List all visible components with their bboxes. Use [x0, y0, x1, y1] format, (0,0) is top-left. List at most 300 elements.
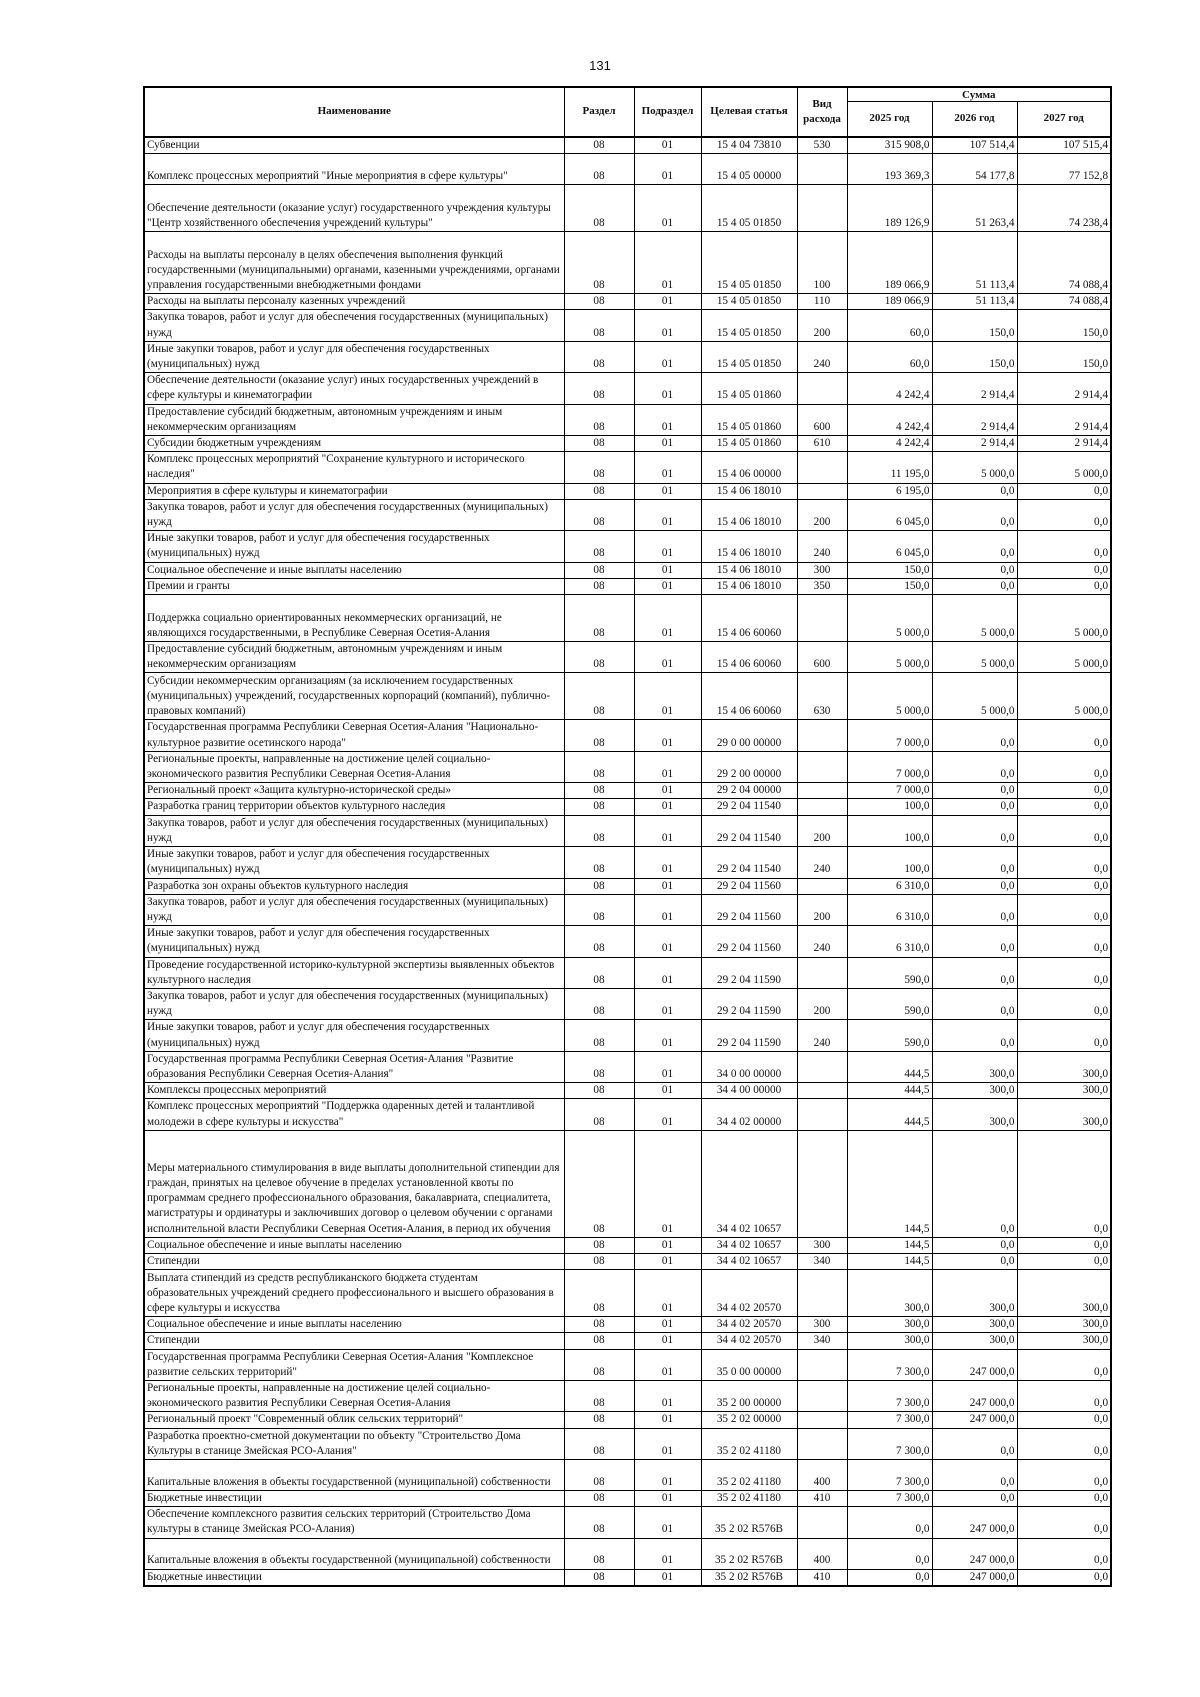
cell-section: 08 — [564, 847, 634, 878]
cell-2026: 0,0 — [932, 499, 1017, 530]
cell-expense-type — [797, 1349, 847, 1380]
cell-subsection: 01 — [634, 1490, 701, 1506]
cell-section: 08 — [564, 232, 634, 294]
cell-name: Мероприятия в сфере культуры и кинематографии — [144, 483, 564, 499]
cell-subsection: 01 — [634, 452, 701, 483]
cell-2026: 247 000,0 — [932, 1507, 1017, 1538]
cell-expense-type — [797, 1380, 847, 1411]
table-row — [144, 1099, 1111, 1130]
cell-expense-type — [797, 751, 847, 782]
cell-target: 15 4 04 73810 — [701, 137, 797, 154]
cell-target: 15 4 06 18010 — [701, 499, 797, 530]
cell-section: 08 — [564, 341, 634, 372]
table-row — [144, 137, 1111, 154]
table-row — [144, 1333, 1111, 1349]
cell-2025: 7 000,0 — [847, 783, 932, 799]
cell-target: 35 2 02 00000 — [701, 1412, 797, 1428]
cell-target: 15 4 05 01860 — [701, 436, 797, 452]
cell-expense-type — [797, 1428, 847, 1459]
cell-2026: 150,0 — [932, 341, 1017, 372]
cell-2026: 300,0 — [932, 1051, 1017, 1082]
cell-name: Комплекс процессных мероприятий "Иные мероприятия в сфере культуры" — [144, 154, 564, 185]
cell-target: 15 4 06 18010 — [701, 578, 797, 594]
cell-expense-type — [797, 799, 847, 815]
cell-target: 15 4 06 18010 — [701, 562, 797, 578]
cell-2027: 0,0 — [1017, 1380, 1111, 1411]
cell-2026: 0,0 — [932, 894, 1017, 925]
cell-target: 29 2 04 11540 — [701, 799, 797, 815]
cell-expense-type: 200 — [797, 894, 847, 925]
cell-2025: 444,5 — [847, 1051, 932, 1082]
table-row — [144, 1490, 1111, 1506]
table-row — [144, 1253, 1111, 1269]
cell-2025: 189 066,9 — [847, 294, 932, 310]
cell-name: Региональные проекты, направленные на достижение целей социально-экономического развития Республики Северная Осетия-Алания — [144, 1380, 564, 1411]
cell-name: Комплексы процессных мероприятий — [144, 1083, 564, 1099]
cell-section: 08 — [564, 1538, 634, 1569]
table-row — [144, 815, 1111, 846]
cell-section: 08 — [564, 1253, 634, 1269]
cell-2026: 0,0 — [932, 799, 1017, 815]
cell-2026: 150,0 — [932, 310, 1017, 341]
cell-2027: 0,0 — [1017, 988, 1111, 1019]
cell-expense-type: 100 — [797, 232, 847, 294]
cell-2026: 0,0 — [932, 562, 1017, 578]
cell-2025: 7 300,0 — [847, 1459, 932, 1490]
budget-table — [143, 86, 1112, 1587]
cell-target: 35 2 00 00000 — [701, 1380, 797, 1411]
cell-subsection: 01 — [634, 815, 701, 846]
cell-section: 08 — [564, 1428, 634, 1459]
cell-2026: 51 113,4 — [932, 232, 1017, 294]
cell-section: 08 — [564, 373, 634, 404]
table-row — [144, 799, 1111, 815]
cell-subsection: 01 — [634, 562, 701, 578]
cell-subsection: 01 — [634, 1380, 701, 1411]
cell-2027: 2 914,4 — [1017, 404, 1111, 435]
cell-subsection: 01 — [634, 436, 701, 452]
cell-subsection: 01 — [634, 1569, 701, 1586]
cell-2025: 6 045,0 — [847, 499, 932, 530]
cell-name: Стипендии — [144, 1253, 564, 1269]
table-row — [144, 720, 1111, 751]
cell-2027: 0,0 — [1017, 720, 1111, 751]
cell-subsection: 01 — [634, 154, 701, 185]
cell-target: 35 0 00 00000 — [701, 1349, 797, 1380]
cell-expense-type: 600 — [797, 642, 847, 673]
cell-subsection: 01 — [634, 595, 701, 642]
cell-2025: 300,0 — [847, 1270, 932, 1317]
table-row — [144, 1020, 1111, 1051]
cell-target: 29 2 04 11540 — [701, 847, 797, 878]
table-row — [144, 1317, 1111, 1333]
cell-expense-type — [797, 483, 847, 499]
table-row — [144, 847, 1111, 878]
cell-section: 08 — [564, 452, 634, 483]
cell-2026: 0,0 — [932, 878, 1017, 894]
cell-2027: 0,0 — [1017, 1428, 1111, 1459]
cell-name: Обеспечение деятельности (оказание услуг) иных государственных учреждений в сфере культуры и кинематографии — [144, 373, 564, 404]
cell-name: Социальное обеспечение и иные выплаты населению — [144, 1317, 564, 1333]
cell-2027: 77 152,8 — [1017, 154, 1111, 185]
cell-2025: 7 300,0 — [847, 1428, 932, 1459]
cell-section: 08 — [564, 783, 634, 799]
cell-name: Комплекс процессных мероприятий "Сохранение культурного и исторического наследия" — [144, 452, 564, 483]
cell-2027: 0,0 — [1017, 1459, 1111, 1490]
cell-2025: 7 000,0 — [847, 720, 932, 751]
table-row — [144, 185, 1111, 232]
cell-2025: 4 242,4 — [847, 436, 932, 452]
cell-subsection: 01 — [634, 310, 701, 341]
cell-name: Поддержка социально ориентированных некоммерческих организаций, не являющихся государственными, в Республике Северная Осетия-Алания — [144, 595, 564, 642]
cell-section: 08 — [564, 185, 634, 232]
cell-expense-type — [797, 595, 847, 642]
cell-2025: 100,0 — [847, 815, 932, 846]
cell-target: 15 4 05 01860 — [701, 404, 797, 435]
cell-2025: 7 300,0 — [847, 1412, 932, 1428]
cell-subsection: 01 — [634, 957, 701, 988]
cell-expense-type: 350 — [797, 578, 847, 594]
cell-target: 15 4 06 00000 — [701, 452, 797, 483]
cell-2027: 0,0 — [1017, 1507, 1111, 1538]
cell-name: Предоставление субсидий бюджетным, автономным учреждениям и иным некоммерческим организациям — [144, 642, 564, 673]
cell-target: 35 2 02 R576B — [701, 1569, 797, 1586]
cell-subsection: 01 — [634, 185, 701, 232]
cell-section: 08 — [564, 1459, 634, 1490]
cell-section: 08 — [564, 751, 634, 782]
cell-2027: 0,0 — [1017, 878, 1111, 894]
cell-section: 08 — [564, 1380, 634, 1411]
cell-expense-type — [797, 720, 847, 751]
cell-expense-type: 530 — [797, 137, 847, 154]
cell-2025: 4 242,4 — [847, 404, 932, 435]
cell-2025: 60,0 — [847, 310, 932, 341]
cell-subsection: 01 — [634, 720, 701, 751]
cell-section: 08 — [564, 642, 634, 673]
cell-2025: 300,0 — [847, 1333, 932, 1349]
cell-expense-type — [797, 373, 847, 404]
cell-target: 34 0 00 00000 — [701, 1051, 797, 1082]
cell-expense-type — [797, 783, 847, 799]
header-subsection: Подраздел — [634, 87, 701, 137]
cell-section: 08 — [564, 595, 634, 642]
cell-expense-type: 200 — [797, 988, 847, 1019]
header-name: Наименование — [144, 87, 564, 137]
cell-2026: 247 000,0 — [932, 1380, 1017, 1411]
cell-2025: 144,5 — [847, 1237, 932, 1253]
cell-name: Разработка зон охраны объектов культурного наследия — [144, 878, 564, 894]
cell-2026: 247 000,0 — [932, 1349, 1017, 1380]
cell-2027: 0,0 — [1017, 957, 1111, 988]
cell-name: Социальное обеспечение и иные выплаты населению — [144, 1237, 564, 1253]
table-row — [144, 1428, 1111, 1459]
cell-2026: 0,0 — [932, 483, 1017, 499]
table-header — [144, 87, 1111, 137]
cell-2025: 5 000,0 — [847, 673, 932, 720]
cell-expense-type: 600 — [797, 404, 847, 435]
table-row — [144, 1507, 1111, 1538]
cell-2026: 0,0 — [932, 783, 1017, 799]
cell-subsection: 01 — [634, 373, 701, 404]
cell-2025: 7 000,0 — [847, 751, 932, 782]
cell-section: 08 — [564, 531, 634, 562]
cell-2025: 189 126,9 — [847, 185, 932, 232]
cell-expense-type: 630 — [797, 673, 847, 720]
cell-expense-type — [797, 154, 847, 185]
cell-name: Меры материального стимулирования в виде выплаты дополнительной стипендии для граждан, принятых на целевое обучение в пределах установленной квоты по программам среднего профессионального образования, бакалавриата, специалитета, магистратуры и ординатуры и заключивших договор о целевом обучении с органами исполнительной власти Республики Северная Осетия-Алания, в период их обучения — [144, 1130, 564, 1237]
cell-name: Региональный проект "Современный облик сельских территорий" — [144, 1412, 564, 1428]
cell-name: Иные закупки товаров, работ и услуг для обеспечения государственных (муниципальных) нужд — [144, 926, 564, 957]
cell-name: Закупка товаров, работ и услуг для обеспечения государственных (муниципальных) нужд — [144, 499, 564, 530]
cell-name: Региональные проекты, направленные на достижение целей социально-экономического развития Республики Северная Осетия-Алания — [144, 751, 564, 782]
cell-target: 15 4 05 01850 — [701, 310, 797, 341]
cell-2026: 0,0 — [932, 1428, 1017, 1459]
cell-name: Капитальные вложения в объекты государственной (муниципальной) собственности — [144, 1538, 564, 1569]
cell-subsection: 01 — [634, 1237, 701, 1253]
cell-2025: 7 300,0 — [847, 1349, 932, 1380]
cell-expense-type: 300 — [797, 1237, 847, 1253]
cell-2027: 0,0 — [1017, 1490, 1111, 1506]
cell-section: 08 — [564, 483, 634, 499]
cell-target: 29 2 04 11590 — [701, 988, 797, 1019]
cell-expense-type — [797, 1507, 847, 1538]
cell-target: 15 4 06 60060 — [701, 595, 797, 642]
cell-2027: 150,0 — [1017, 310, 1111, 341]
cell-subsection: 01 — [634, 1317, 701, 1333]
cell-name: Обеспечение комплексного развития сельских территорий (Строительство Дома культуры в станице Змейская РСО-Алания) — [144, 1507, 564, 1538]
cell-subsection: 01 — [634, 404, 701, 435]
cell-target: 29 2 00 00000 — [701, 751, 797, 782]
cell-name: Расходы на выплаты персоналу казенных учреждений — [144, 294, 564, 310]
table-row — [144, 1412, 1111, 1428]
table-row — [144, 1569, 1111, 1586]
cell-expense-type: 300 — [797, 562, 847, 578]
cell-section: 08 — [564, 436, 634, 452]
cell-2027: 0,0 — [1017, 578, 1111, 594]
cell-section: 08 — [564, 926, 634, 957]
cell-2025: 6 045,0 — [847, 531, 932, 562]
cell-section: 08 — [564, 1490, 634, 1506]
table-row — [144, 310, 1111, 341]
cell-2026: 5 000,0 — [932, 673, 1017, 720]
cell-2027: 5 000,0 — [1017, 642, 1111, 673]
cell-name: Комплекс процессных мероприятий "Поддержка одаренных детей и талантливой молодежи в сфере культуры и искусства" — [144, 1099, 564, 1130]
cell-target: 34 4 02 00000 — [701, 1099, 797, 1130]
cell-expense-type: 240 — [797, 1020, 847, 1051]
cell-expense-type: 410 — [797, 1490, 847, 1506]
cell-expense-type: 410 — [797, 1569, 847, 1586]
cell-2025: 300,0 — [847, 1317, 932, 1333]
cell-expense-type: 200 — [797, 310, 847, 341]
cell-2027: 2 914,4 — [1017, 436, 1111, 452]
cell-name: Разработка проектно-сметной документации по объекту "Строительство Дома Культуры в станице Змейская РСО-Алания" — [144, 1428, 564, 1459]
table-row — [144, 957, 1111, 988]
cell-2026: 2 914,4 — [932, 404, 1017, 435]
cell-2027: 0,0 — [1017, 1020, 1111, 1051]
cell-2026: 0,0 — [932, 1020, 1017, 1051]
cell-section: 08 — [564, 562, 634, 578]
cell-2027: 5 000,0 — [1017, 452, 1111, 483]
cell-2027: 0,0 — [1017, 1538, 1111, 1569]
cell-subsection: 01 — [634, 799, 701, 815]
table-row — [144, 1270, 1111, 1317]
cell-subsection: 01 — [634, 783, 701, 799]
cell-subsection: 01 — [634, 531, 701, 562]
cell-target: 15 4 05 01850 — [701, 185, 797, 232]
cell-section: 08 — [564, 957, 634, 988]
cell-2026: 0,0 — [932, 957, 1017, 988]
cell-2025: 150,0 — [847, 578, 932, 594]
cell-target: 29 2 04 11590 — [701, 957, 797, 988]
cell-section: 08 — [564, 1051, 634, 1082]
cell-section: 08 — [564, 1412, 634, 1428]
cell-2026: 0,0 — [932, 988, 1017, 1019]
cell-2026: 300,0 — [932, 1099, 1017, 1130]
cell-expense-type: 340 — [797, 1333, 847, 1349]
cell-name: Иные закупки товаров, работ и услуг для обеспечения государственных (муниципальных) нужд — [144, 1020, 564, 1051]
cell-section: 08 — [564, 894, 634, 925]
cell-subsection: 01 — [634, 1538, 701, 1569]
cell-section: 08 — [564, 137, 634, 154]
cell-target: 35 2 02 41180 — [701, 1428, 797, 1459]
cell-subsection: 01 — [634, 847, 701, 878]
cell-2025: 144,5 — [847, 1130, 932, 1237]
cell-subsection: 01 — [634, 1020, 701, 1051]
cell-subsection: 01 — [634, 483, 701, 499]
cell-name: Разработка границ территории объектов культурного наследия — [144, 799, 564, 815]
cell-subsection: 01 — [634, 1459, 701, 1490]
cell-subsection: 01 — [634, 894, 701, 925]
table-row — [144, 562, 1111, 578]
cell-2026: 300,0 — [932, 1083, 1017, 1099]
table-row — [144, 595, 1111, 642]
cell-section: 08 — [564, 988, 634, 1019]
cell-target: 15 4 05 01860 — [701, 373, 797, 404]
cell-2026: 247 000,0 — [932, 1569, 1017, 1586]
cell-expense-type — [797, 452, 847, 483]
table-row — [144, 531, 1111, 562]
cell-target: 34 4 02 20570 — [701, 1270, 797, 1317]
cell-target: 15 4 05 00000 — [701, 154, 797, 185]
cell-2026: 247 000,0 — [932, 1412, 1017, 1428]
cell-section: 08 — [564, 499, 634, 530]
cell-2026: 51 263,4 — [932, 185, 1017, 232]
cell-2026: 5 000,0 — [932, 642, 1017, 673]
cell-2027: 0,0 — [1017, 799, 1111, 815]
cell-2025: 590,0 — [847, 988, 932, 1019]
cell-name: Проведение государственной историко-культурной экспертизы выявленных объектов культурного наследия — [144, 957, 564, 988]
table-row — [144, 988, 1111, 1019]
cell-name: Предоставление субсидий бюджетным, автономным учреждениям и иным некоммерческим организациям — [144, 404, 564, 435]
cell-2027: 300,0 — [1017, 1099, 1111, 1130]
cell-name: Иные закупки товаров, работ и услуг для обеспечения государственных (муниципальных) нужд — [144, 847, 564, 878]
cell-target: 34 4 02 20570 — [701, 1333, 797, 1349]
cell-2027: 0,0 — [1017, 926, 1111, 957]
table-row — [144, 341, 1111, 372]
cell-2026: 51 113,4 — [932, 294, 1017, 310]
cell-2027: 2 914,4 — [1017, 373, 1111, 404]
cell-subsection: 01 — [634, 137, 701, 154]
cell-section: 08 — [564, 799, 634, 815]
cell-subsection: 01 — [634, 1253, 701, 1269]
cell-section: 08 — [564, 294, 634, 310]
cell-expense-type: 400 — [797, 1538, 847, 1569]
table-row — [144, 1237, 1111, 1253]
cell-2027: 300,0 — [1017, 1051, 1111, 1082]
cell-target: 35 2 02 R576B — [701, 1507, 797, 1538]
cell-2025: 315 908,0 — [847, 137, 932, 154]
table-row — [144, 926, 1111, 957]
cell-target: 34 4 02 10657 — [701, 1237, 797, 1253]
cell-section: 08 — [564, 1270, 634, 1317]
cell-2025: 4 242,4 — [847, 373, 932, 404]
cell-name: Субсидии некоммерческим организациям (за исключением государственных (муниципальных) учреждений, государственных корпораций (компаний), публично-правовых компаний) — [144, 673, 564, 720]
cell-2027: 0,0 — [1017, 1130, 1111, 1237]
cell-target: 15 4 05 01850 — [701, 232, 797, 294]
table-row — [144, 1459, 1111, 1490]
cell-2027: 107 515,4 — [1017, 137, 1111, 154]
cell-name: Премии и гранты — [144, 578, 564, 594]
cell-section: 08 — [564, 878, 634, 894]
cell-section: 08 — [564, 1333, 634, 1349]
page-number: 131 — [589, 58, 611, 73]
cell-name: Субвенции — [144, 137, 564, 154]
cell-2027: 0,0 — [1017, 531, 1111, 562]
cell-target: 15 4 06 60060 — [701, 673, 797, 720]
table-row — [144, 154, 1111, 185]
cell-section: 08 — [564, 1237, 634, 1253]
cell-2026: 5 000,0 — [932, 595, 1017, 642]
cell-target: 35 2 02 41180 — [701, 1490, 797, 1506]
cell-2027: 0,0 — [1017, 1349, 1111, 1380]
cell-2027: 150,0 — [1017, 341, 1111, 372]
cell-subsection: 01 — [634, 1270, 701, 1317]
cell-section: 08 — [564, 578, 634, 594]
header-expense-type: Вид расхода — [797, 87, 847, 137]
cell-2027: 0,0 — [1017, 1412, 1111, 1428]
cell-target: 29 2 04 11560 — [701, 894, 797, 925]
cell-expense-type: 610 — [797, 436, 847, 452]
cell-target: 15 4 06 60060 — [701, 642, 797, 673]
cell-2027: 0,0 — [1017, 1237, 1111, 1253]
cell-2027: 74 238,4 — [1017, 185, 1111, 232]
cell-subsection: 01 — [634, 1412, 701, 1428]
cell-name: Капитальные вложения в объекты государственной (муниципальной) собственности — [144, 1459, 564, 1490]
cell-2026: 0,0 — [932, 578, 1017, 594]
table-row — [144, 294, 1111, 310]
cell-section: 08 — [564, 1130, 634, 1237]
header-2025: 2025 год — [847, 102, 932, 138]
cell-2025: 590,0 — [847, 1020, 932, 1051]
cell-expense-type — [797, 957, 847, 988]
table-row — [144, 499, 1111, 530]
cell-2027: 74 088,4 — [1017, 232, 1111, 294]
cell-2027: 0,0 — [1017, 783, 1111, 799]
cell-2025: 144,5 — [847, 1253, 932, 1269]
cell-subsection: 01 — [634, 499, 701, 530]
cell-target: 29 2 04 11560 — [701, 878, 797, 894]
cell-2027: 0,0 — [1017, 483, 1111, 499]
table-row — [144, 673, 1111, 720]
cell-name: Закупка товаров, работ и услуг для обеспечения государственных (муниципальных) нужд — [144, 310, 564, 341]
table-row — [144, 878, 1111, 894]
table-row — [144, 783, 1111, 799]
cell-name: Субсидии бюджетным учреждениям — [144, 436, 564, 452]
cell-2026: 247 000,0 — [932, 1538, 1017, 1569]
cell-target: 29 2 04 11560 — [701, 926, 797, 957]
header-2027: 2027 год — [1017, 102, 1111, 138]
cell-2025: 590,0 — [847, 957, 932, 988]
